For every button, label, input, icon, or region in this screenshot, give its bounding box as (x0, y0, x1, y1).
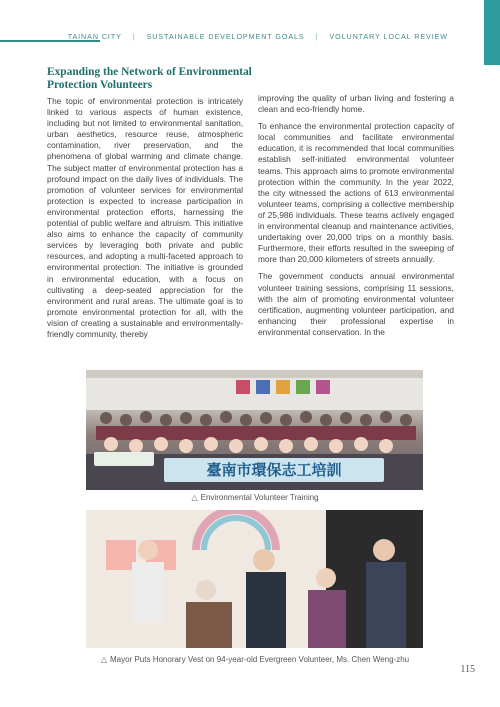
triangle-icon: △ (100, 655, 108, 664)
header-separator: | (132, 32, 136, 41)
triangle-icon: △ (191, 493, 198, 502)
photo1-caption (45, 493, 465, 502)
ceremony-illustration (86, 510, 423, 648)
page-number: 115 (460, 664, 475, 675)
paragraph: The topic of environmental protection is intricately linked to various aspects of human existence, including but not limited to environmental sanitation, urban aesthetics, resource reuse, atmospheric contamination, river preservation, and the phenomena of global warming and climate change. The subject matter of environmental protection has a profound impact on the daily lives of individuals. The promotion of volunteer services for environmental protection is expected to increase participation in environmental protection efforts, harnessing the potential of public welfare and altruism. This initiative also aims to enhance the capacity of community services by leveraging both private and public resources, and adopting a multi-faceted approach to environmental protection. The initiative is grounded in environmental education, with a focus on cultivating a deep-seated appreciation for the environment and rural areas. The ultimate goal is to promote environmental protection for all, with the vision of creating a sustainable and environmentally-friendly community, thereby (47, 96, 243, 339)
photo2-caption-text: Mayor Puts Honorary Vest on 94-year-old Evergreen Volunteer, Ms. Chen Weng-zhu (110, 655, 410, 664)
banner-text: 臺南市環保志工培訓 (206, 461, 342, 479)
paragraph: To enhance the environmental protection capacity of local communities and facilitate environmental education, it is recommended that local communities establish self-initiated environmental volunteer teams. This approach aims to promote environmental protection within the community. In the year 2022, the city witnessed the actions of 613 environmental volunteer teams, comprising a collective membership of 25,986 individuals. These teams actively engaged in environmental cleanup and maintenance activities, undertaking over 20,000 trips on a monthly basis. Furthermore, their efforts resulted in the sweeping of more than 20,000 kilometers of streets annually. (258, 121, 454, 265)
side-tab-marker (484, 0, 500, 65)
photo1-caption-text: Environmental Volunteer Training (200, 493, 319, 502)
mayor-vest-photo (86, 510, 423, 648)
header-item-city: TAINAN CITY (67, 32, 122, 41)
section-title: Expanding the Network of Environmental Protection Volunteers (47, 66, 252, 91)
header-separator: | (315, 32, 319, 41)
paragraph: The government conducts annual environmental volunteer training sessions, comprising 11 sessions, with the aim of promoting environmental volunteer certification, augmenting volunteer participation, and enhancing their professional expertise in environmental conservation. In the (258, 271, 454, 337)
right-column (258, 93, 454, 344)
header-item-vlr: VOLUNTARY LOCAL REVIEW (329, 32, 448, 41)
photo2-caption (45, 655, 465, 664)
crowd-illustration (86, 370, 423, 490)
left-column (47, 96, 243, 346)
paragraph: improving the quality of urban living and fostering a clean and eco-friendly home. (258, 93, 454, 115)
header-item-sdg: SUSTAINABLE DEVELOPMENT GOALS (146, 32, 305, 41)
volunteer-training-photo (86, 370, 423, 490)
running-header (68, 32, 448, 41)
